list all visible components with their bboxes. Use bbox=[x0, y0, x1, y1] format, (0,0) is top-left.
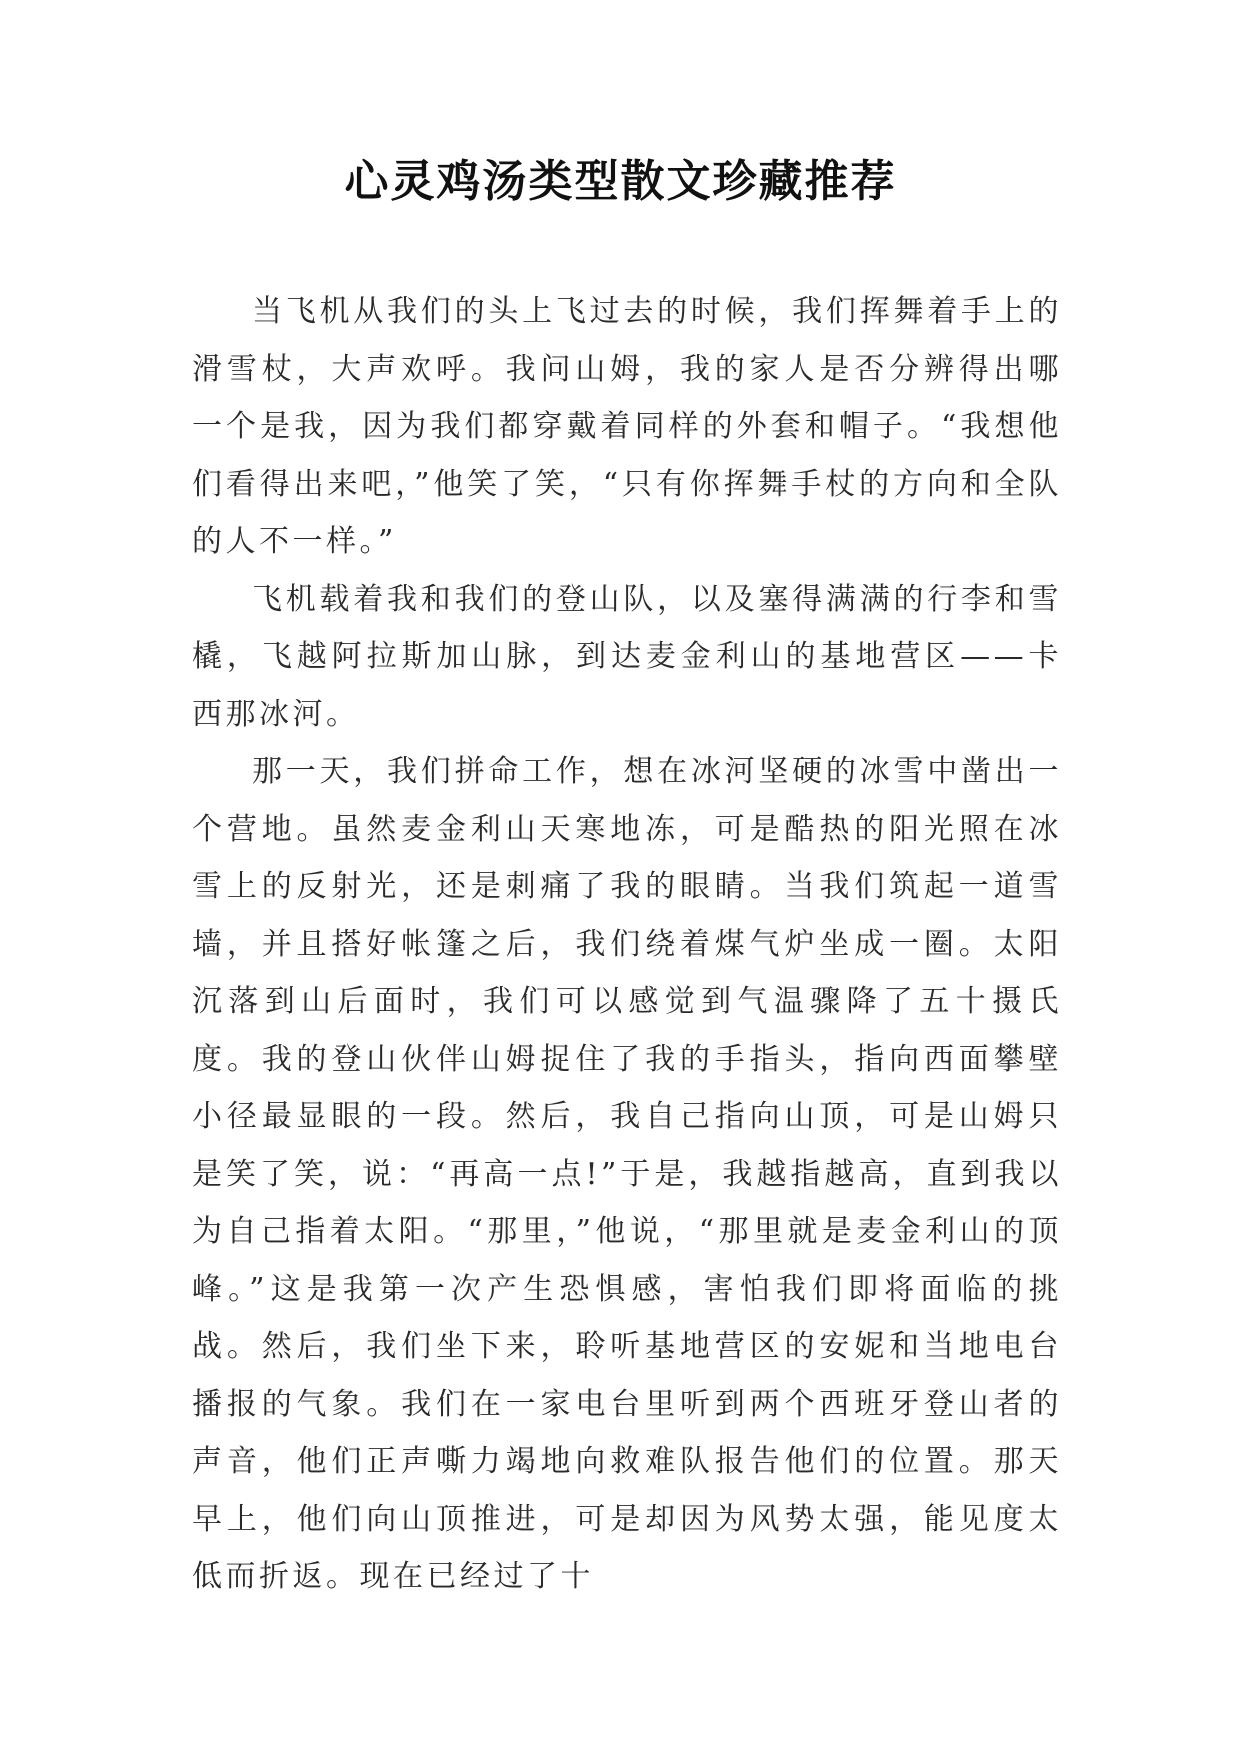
paragraph: 那一天，我们拼命工作，想在冰河坚硬的冰雪中凿出一个营地。虽然麦金利山天寒地冻，可是酷热的阳光照在冰雪上的反射光，还是刺痛了我的眼睛。当我们筑起一道雪墙，并且搭好帐篷之后，我们绕着煤气炉坐成一圈。太阳沉落到山后面时，我们可以感觉到气温骤降了五十摄氏度。我的登山伙伴山姆捉住了我的手指头，指向西面攀壁小径最显眼的一段。然后，我自己指向山顶，可是山姆只是笑了笑，说：“再高一点!”于是，我越指越高，直到我以为自己指着太阳。“那里，”他说，“那里就是麦金利山的顶峰。”这是我第一次产生恐惧感，害怕我们即将面临的挑战。然后，我们坐下来，聆听基地营区的安妮和当地电台播报的气象。我们在一家电台里听到两个西班牙登山者的声音，他们正声嘶力竭地向救难队报告他们的位置。那天早上，他们向山顶推进，可是却因为风势太强，能见度太低而折返。现在已经过了十 bbox=[192, 754, 1062, 1594]
paragraph: 当飞机从我们的头上飞过去的时候，我们挥舞着手上的滑雪杖，大声欢呼。我问山姆，我的家人是否分辨得出哪一个是我，因为我们都穿戴着同样的外套和帽子。“我想他们看得出来吧，”他笑了笑，“只有你挥舞手杖的方向和全队的人不一样。” bbox=[192, 294, 1062, 559]
document-title: 心灵鸡汤类型散文珍藏推荐 bbox=[344, 156, 897, 207]
document-body bbox=[192, 283, 1062, 1606]
paragraph: 飞机载着我和我们的登山队，以及塞得满满的行李和雪橇，飞越阿拉斯加山脉，到达麦金利山的基地营区——卡西那冰河。 bbox=[192, 581, 1062, 732]
